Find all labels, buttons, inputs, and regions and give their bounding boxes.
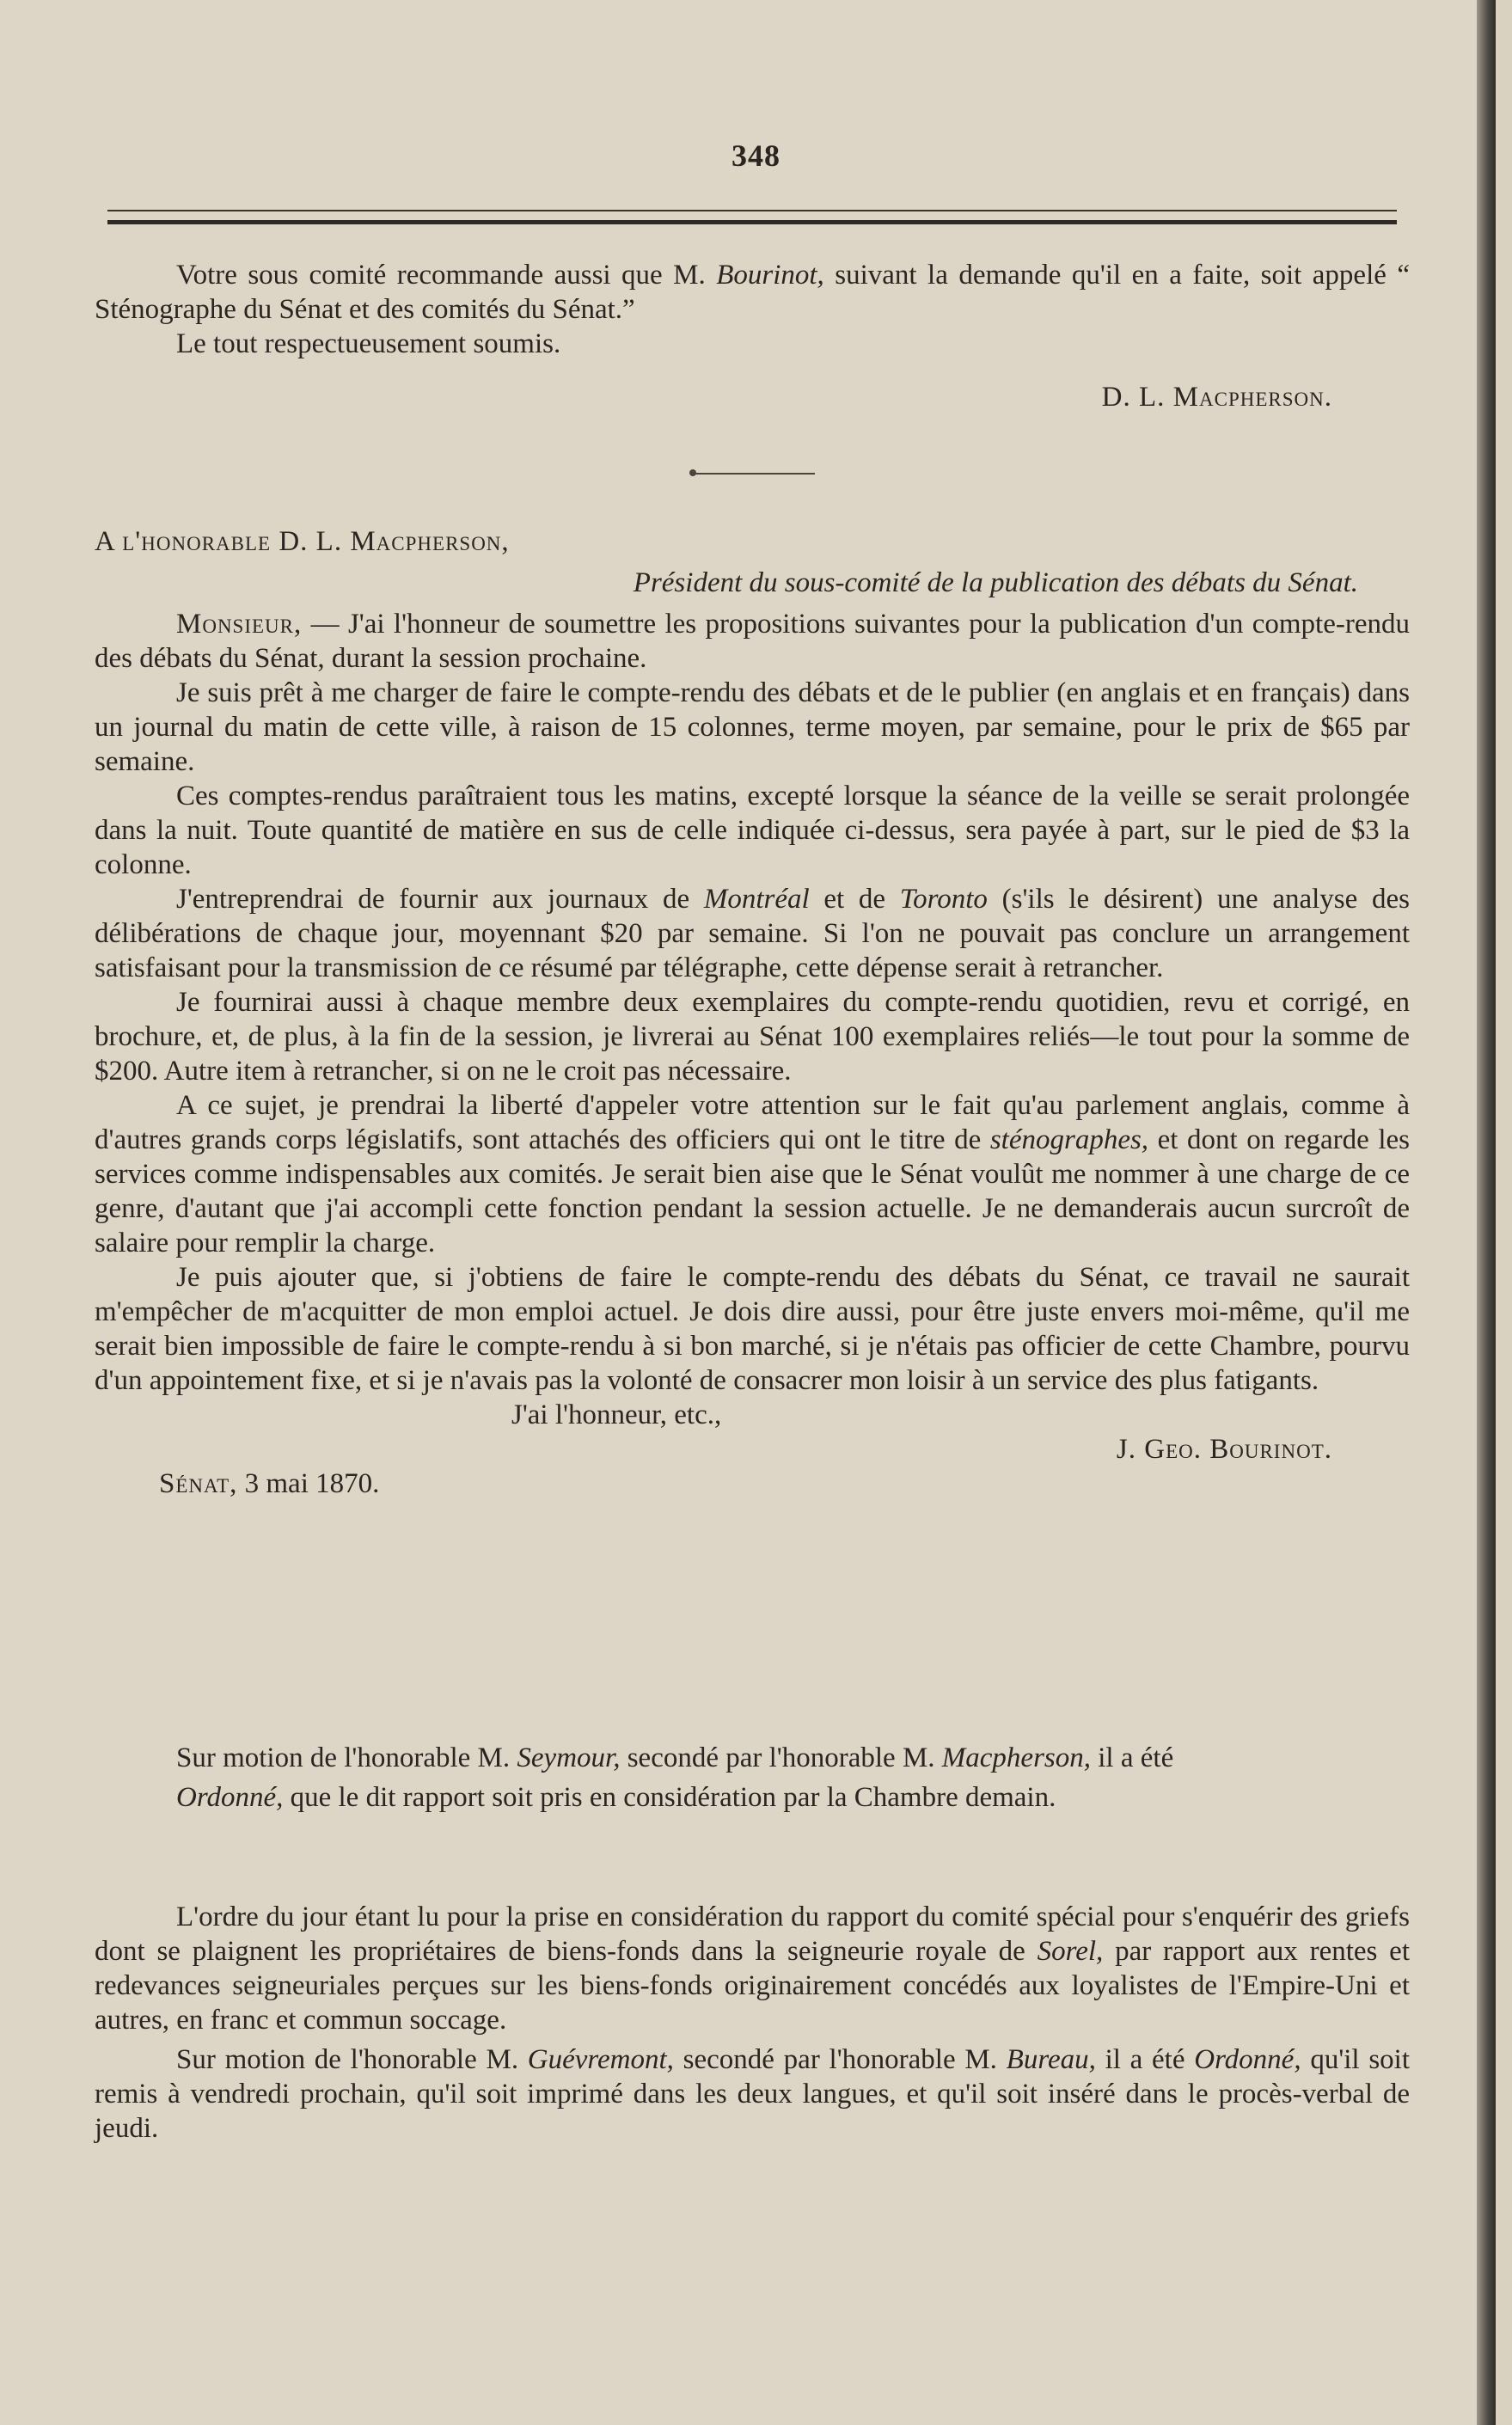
seconder-name: Macpherson, [941, 1742, 1092, 1773]
letter-signer [95, 1432, 1410, 1467]
letter-paragraph-2: Je suis prêt à me charger de faire le compte-rendu des débats et de le publier (en anglais et en français) dans un journal du matin de cette ville, à raison de 15 colonnes, terme moyen, par semaine, pour le prix de $65 par semaine. [95, 677, 1410, 777]
place-name: Sorel, [1037, 1936, 1104, 1967]
text-run: (s'ils le désirent) une analyse des délibérations de chaque jour, moyennant $20 par semaine. Si l'on ne pouvait pas conclure un arrangement satisfaisant pour la transmission de ce résumé par télégraphe, cette dépense serait à retrancher. [95, 884, 1410, 983]
text-run: A ce sujet, je prendrai la liberté d'appeler votre attention sur le fait qu'au parlement anglais, comme à d'autres grands corps législatifs, sont attachés des officiers qui ont le titre de [95, 1090, 1410, 1155]
letter-paragraph-7: Je puis ajouter que, si j'obtiens de faire le compte-rendu des débats du Sénat, ce travail ne saurait m'empêcher de m'acquitter de mon emploi actuel. Je dois dire aussi, pour être juste envers moi-même, qu'il me serait bien impossible de faire le compte-rendu à si bon marché, si je n'étais pas officier de cette Chambre, pourvu d'un appointement fixe, et si je n'avais pas la volonté de consacrer mon loisir à un service des plus fatigants. [95, 1262, 1410, 1396]
text-run: secondé par l'honorable M. [673, 2044, 1007, 2075]
text-run: et dont on regarde les services comme indispensables aux comités. Je serait bien aise que le Sénat voulût me nommer à une charge de ce genre, d'autant que j'ai accompli cette fonction pendant la session actuelle. Je ne demanderais aucun surcroît de salaire pour remplir la charge. [95, 1124, 1411, 1258]
motion-1-order [95, 1780, 1410, 1815]
recommendation-block [95, 258, 1410, 414]
text-run: Sur motion de l'honorable M. [176, 1742, 517, 1773]
recommendation-paragraph [95, 258, 1410, 327]
submission-line: Le tout respectueusement soumis. [176, 328, 561, 359]
letter-date [95, 1467, 1410, 1501]
text-run: Votre sous comité recommande aussi que M. [176, 260, 717, 291]
letter-paragraph-3: Ces comptes-rendus paraîtraient tous les matins, excepté lorsque la séance de la veille se serait prolongée dans la nuit. Toute quantité de matière en sus de celle indiquée ci-dessus, sera payée à part, sur le pied de $3 la colonne. [95, 781, 1410, 880]
page-edge-shadow [1477, 0, 1496, 2425]
committee-signature [95, 380, 1410, 414]
letter-paragraph-1 [95, 607, 1410, 676]
signer-text: J. Geo. Bourinot. [1116, 1434, 1332, 1465]
city-name: Toronto [899, 884, 988, 915]
text-run: par rapport aux rentes et redevances seigneuriales perçues sur les biens-fonds originairement concédés aux loyalistes de l'Empire-Uni et autres, en franc et commun soccage. [95, 1936, 1411, 2036]
seconder-name: Bureau, [1006, 2044, 1096, 2075]
order-of-day-paragraph [95, 1900, 1410, 2037]
signature-text: D. L. Macpherson. [1101, 382, 1332, 413]
text-run: qu'il soit remis à vendredi prochain, qu'il soit imprimé dans les deux langues, et qu'il soit inséré dans le procès-verbal de jeudi. [95, 2044, 1411, 2144]
order-of-day-block [95, 1900, 1410, 2146]
person-name: Bourinot, [716, 260, 824, 291]
ordered-label: Ordonné, [176, 1782, 284, 1813]
text-run: secondé par l'honorable M. [620, 1742, 942, 1773]
mover-name: Seymour, [517, 1742, 621, 1773]
section-divider [695, 473, 815, 475]
motion-2-paragraph [95, 2042, 1410, 2146]
motion-1-paragraph [95, 1741, 1410, 1775]
page-number: 348 [732, 138, 780, 173]
text-run: L'ordre du jour étant lu pour la prise en considération du rapport du comité spécial pour s'enquérir des griefs dont se plaignent les propriétaires de biens-fonds dans la seigneurie royale de [95, 1901, 1410, 1967]
text-run: Sur motion de l'honorable M. [176, 2044, 528, 2075]
term: sténographes, [989, 1124, 1149, 1155]
city-name: Montréal [703, 884, 810, 915]
letter-addressee [95, 524, 1410, 559]
text-run: J'entreprendrai de fournir aux journaux de [176, 884, 704, 915]
header-rule-thin [107, 210, 1397, 211]
text-run: — J'ai l'honneur de soumettre les propositions suivantes pour la publication d'un compte-rendu des débats du Sénat, durant la session prochaine. [95, 609, 1410, 674]
letter-paragraph-4 [95, 882, 1410, 985]
addressee-title-text: Président du sous-comité de la publication des débats du Sénat. [633, 567, 1358, 598]
divider-dot [689, 469, 696, 476]
date-text: 3 mai 1870. [237, 1468, 380, 1499]
letter-block [95, 524, 1410, 1501]
date-place: Sénat, [159, 1468, 238, 1499]
text-run: que le dit rapport soit pris en considération par la Chambre demain. [283, 1782, 1056, 1813]
text-run: et de [809, 884, 900, 915]
letter-paragraph-5: Je fournirai aussi à chaque membre deux exemplaires du compte-rendu quotidien, revu et corrigé, en brochure, et, de plus, à la fin de la session, je livrerai au Sénat 100 exemplaires reliés—le tout pour la somme de $200. Autre item à retrancher, si on ne le croit pas nécessaire. [95, 987, 1410, 1087]
letter-closing: J'ai l'honneur, etc., [511, 1399, 722, 1430]
addressee-title [95, 566, 1410, 600]
letter-paragraph-6 [95, 1088, 1410, 1260]
header-rule-thick [107, 220, 1397, 224]
addressee-text: A l'honorable D. L. Macpherson, [95, 526, 510, 557]
ordered-label: Ordonné, [1194, 2044, 1301, 2075]
text-run: il a été [1091, 1742, 1174, 1773]
motion-1-block [95, 1741, 1410, 1815]
text-run: suivant la demande qu'il en a faite, soit appelé “ Sténographe du Sénat et des comités du Sénat.” [95, 260, 1410, 325]
text-run: il a été [1095, 2044, 1185, 2075]
mover-name: Guévremont, [527, 2044, 674, 2075]
salutation: Monsieur, [176, 609, 303, 640]
